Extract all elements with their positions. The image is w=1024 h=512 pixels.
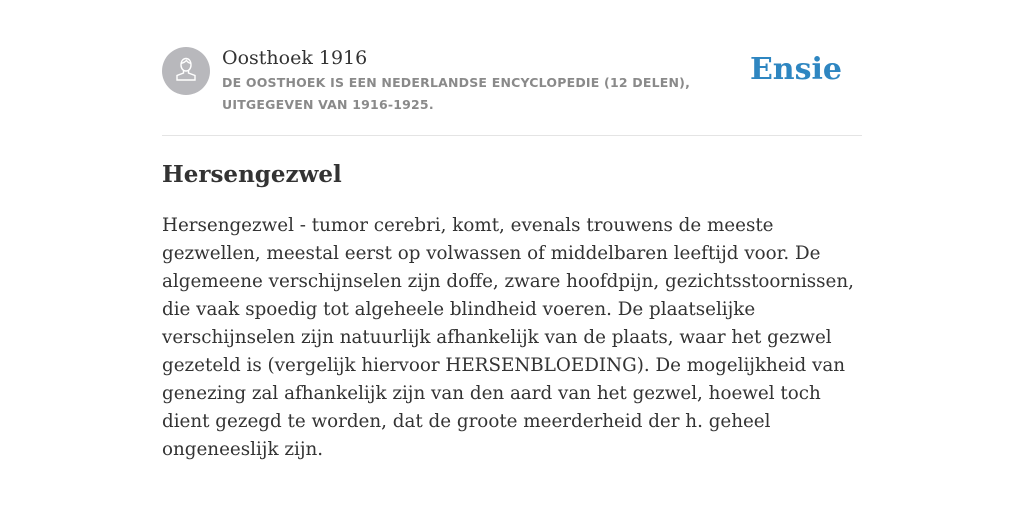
source-info (222, 44, 762, 116)
source-avatar[interactable] (162, 47, 210, 95)
page-container (162, 0, 862, 460)
article-title: Hersengezwel (162, 161, 342, 188)
source-description: DE OOSTHOEK IS EEN NEDERLANDSE ENCYCLOPEDIE (12 DELEN), UITGEGEVEN VAN 1916-1925. (222, 75, 691, 112)
source-title[interactable]: Oosthoek 1916 (222, 47, 368, 69)
user-outline-icon (171, 54, 201, 89)
article-body: Hersengezwel - tumor cerebri, komt, evenals trouwens de meeste gezwellen, meestal eerst op volwassen of middelbaren leeftijd voor. De algemeene verschijnselen zijn doffe, zware hoofdpijn, gezichtsstoornissen, die vaak spoedig tot algeheele blindheid voeren. De plaatselijke verschijnselen zijn natuurlijk afhankelijk van de plaats, waar het gezwel gezeteld is (vergelijk hiervoor HERSENBLOEDING). De mogelijkheid van genezing zal afhankelijk zijn van den aard van het gezwel, hoewel toch dient gezegd te worden, dat de groote meerderheid der h. geheel ongeneeslijk zijn. (162, 215, 854, 460)
source-header (162, 0, 862, 136)
ensie-logo[interactable]: Ensie (749, 52, 842, 87)
